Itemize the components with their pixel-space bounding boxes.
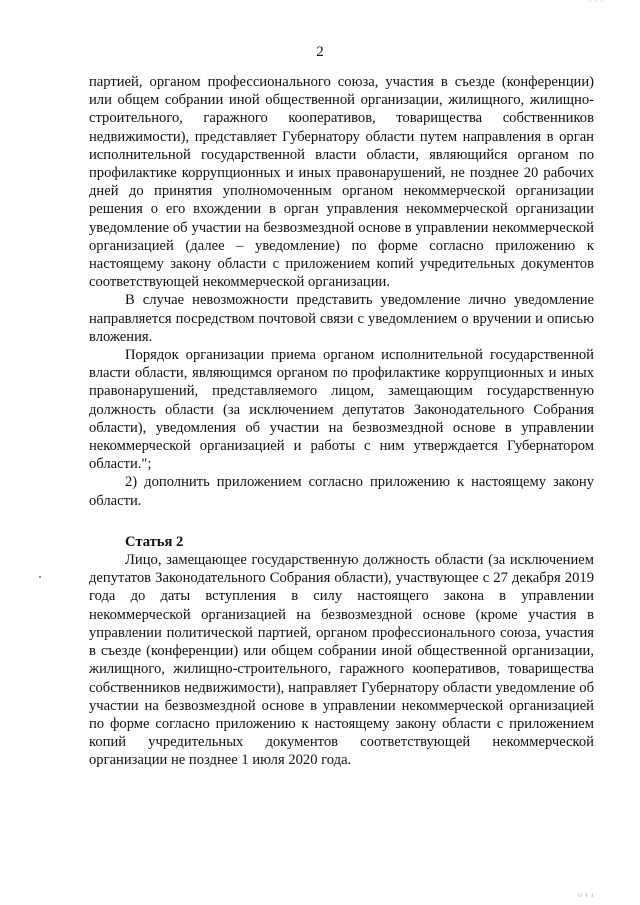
document-body [89, 73, 594, 770]
scan-speck [39, 576, 41, 578]
paragraph-mail-notice: В случае невозможности представить уведомление лично уведомление направляется посредством почтовой связи с уведомлением о вручении и описью вложения. [89, 292, 594, 345]
article-heading: Статья 2 [125, 533, 184, 550]
page-number: 2 [316, 44, 324, 60]
paragraph-amendment-item-2: 2) дополнить приложением согласно приложению к настоящему закону области. [89, 474, 594, 509]
article-2-text: Лицо, замещающее государственную должность области (за исключением депутатов Законодательного Собрания области), участвующее с 27 декабря 2019 года до даты вступления в силу настоящего закона в управлении некоммерческой организацией на безвозмездной основе (кроме участия в управлении политической партией, органом профессионального союза, участия в съезде (конференции) или общем собрании иной общественной организации, жилищного, жилищно-строительного, гаражного кооперативов, товарищества собственников недвижимости), направляет Губернатору области уведомление об участии на безвозмездной основе в управлении некоммерческой организацией по форме согласно приложению к настоящему закону области с приложением копий учредительных документов соответствующей некоммерческой организации не позднее 1 июля 2020 года. [89, 552, 594, 769]
scan-mark-bottom: ıı ı ı [577, 892, 594, 899]
scan-mark-top: · · · [589, 0, 604, 5]
paragraph-procedure: Порядок организации приема органом исполнительной государственной власти области, являющимся органом по профилактике коррупционных и иных правонарушений, представляемого лицом, замещающим государственную должность области (за исключением депутатов Законодательного Собрания области), уведомления об участии на безвозмездной основе в управлении некоммерческой организацией и работы с ним утверждается Губернатором области."; [89, 347, 594, 473]
paragraph-continuation: партией, органом профессионального союза, участия в съезде (конференции) или общем собрании иной общественной организации, жилищного, жилищно-строительного, гаражного кооперативов, товарищества собственников недвижимости), представляет Губернатору области путем направления в орган исполнительной государственной власти области, являющийся органом по профилактике коррупционных и иных правонарушений, не позднее 20 рабочих дней до принятия уполномоченным органом некоммерческой организации решения о его вхождении в орган управления некоммерческой организации уведомление об участии на безвозмездной основе в управлении некоммерческой организацией (далее – уведомление) по форме согласно приложению к настоящему закону области с приложением копий учредительных документов соответствующей некоммерческой организации. [89, 74, 594, 291]
